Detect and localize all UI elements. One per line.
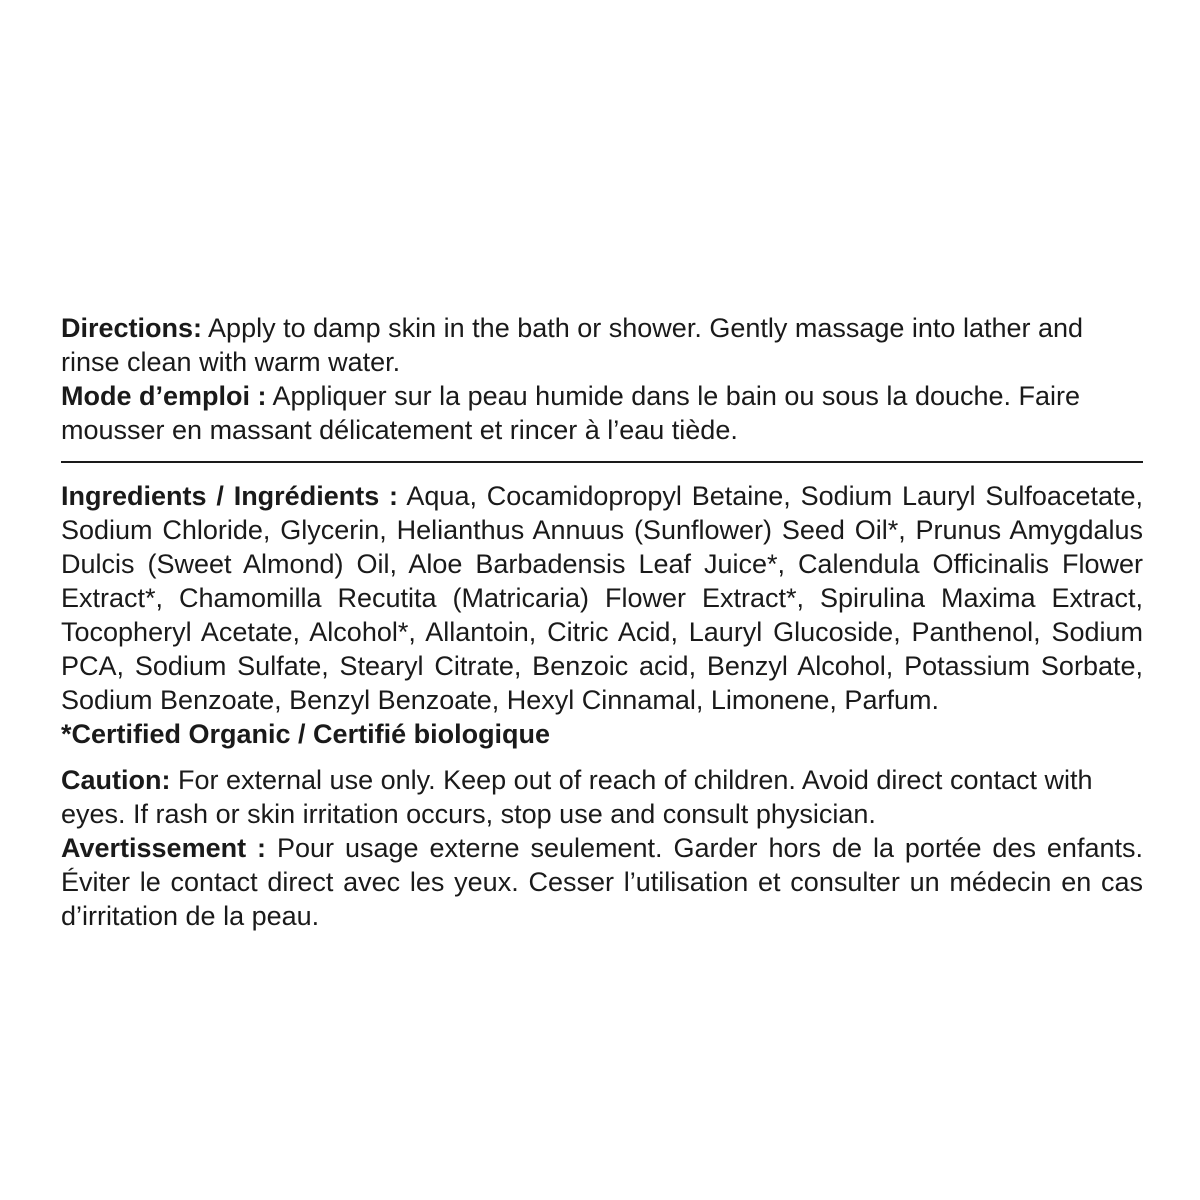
caution-fr	[61, 831, 1143, 933]
directions-fr	[61, 379, 1143, 447]
caution-fr-heading: Avertissement :	[61, 833, 267, 863]
directions-en	[61, 311, 1143, 379]
ingredients-text: Aqua, Cocamidopropyl Betaine, Sodium Lauryl Sulfoacetate, Sodium Chloride, Glycerin, Helianthus Annuus (Sunflower) Seed Oil*, Prunus Amygdalus Dulcis (Sweet Almond) Oil, Aloe Barbadensis Leaf Juice*, Calendula Officinalis Flower Extract*, Chamomilla Recutita (Matricaria) Flower Extract*, Spirulina Maxima Extract, Tocopheryl Acetate, Alcohol*, Allantoin, Citric Acid, Lauryl Glucoside, Panthenol, Sodium PCA, Sodium Sulfate, Stearyl Citrate, Benzoic acid, Benzyl Alcohol, Potassium Sorbate, Sodium Benzoate, Benzyl Benzoate, Hexyl Cinnamal, Limonene, Parfum.	[61, 481, 1143, 715]
caution-en-heading: Caution:	[61, 765, 171, 795]
ingredients-list	[61, 479, 1143, 717]
section-divider	[61, 461, 1143, 463]
certified-organic-note: *Certified Organic / Certifié biologique	[61, 719, 551, 749]
directions-en-text: Apply to damp skin in the bath or shower. Gently massage into lather and rinse clean with warm water.	[61, 313, 1084, 377]
directions-fr-text: Appliquer sur la peau humide dans le bain ou sous la douche. Faire mousser en massant délicatement et rincer à l’eau tiède.	[61, 381, 1081, 445]
caution-en	[61, 763, 1143, 831]
product-label-panel	[61, 311, 1143, 933]
directions-en-heading: Directions:	[61, 313, 203, 343]
ingredients-heading: Ingredients / Ingrédients :	[61, 481, 399, 511]
section-spacer	[61, 751, 1143, 763]
directions-fr-heading: Mode d’emploi :	[61, 381, 267, 411]
caution-en-text: For external use only. Keep out of reach of children. Avoid direct contact with eyes. If rash or skin irritation occurs, stop use and consult physician.	[61, 765, 1093, 829]
caution-fr-text: Pour usage externe seulement. Garder hors de la portée des enfants. Éviter le contact direct avec les yeux. Cesser l’utilisation et consulter un médecin en cas d’irritation de la peau.	[61, 833, 1143, 931]
